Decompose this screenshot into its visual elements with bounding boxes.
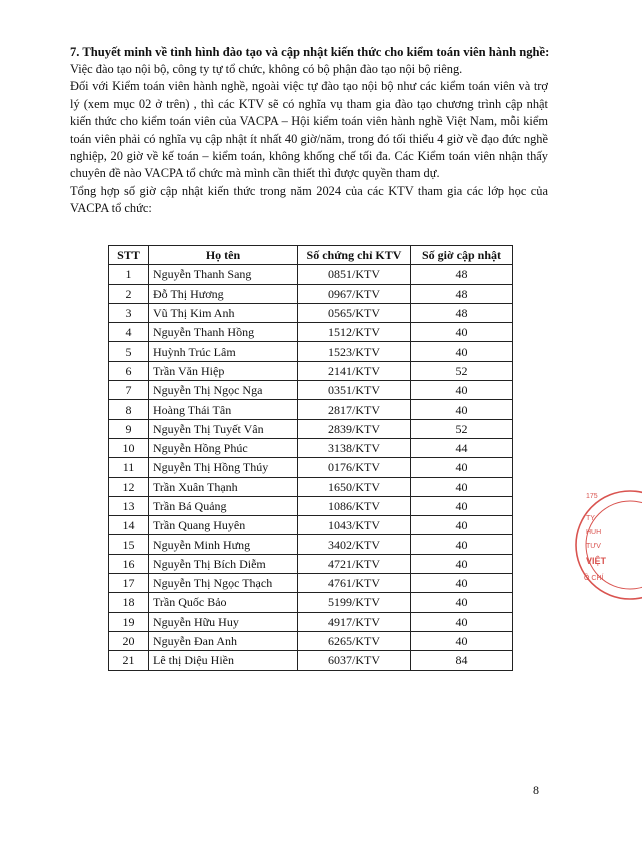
cell-full-name: Hoàng Thái Tân (149, 400, 298, 419)
table-header-row (109, 246, 513, 265)
page-number: 8 (533, 783, 539, 797)
stamp-inner-ring (586, 501, 642, 589)
cell-full-name: Trần Xuân Thạnh (149, 477, 298, 496)
stamp-text-3: HUH (586, 529, 602, 536)
cell-stt: 11 (109, 458, 149, 477)
cell-update-hours: 40 (411, 400, 513, 419)
cell-full-name: Vũ Thị Kim Anh (149, 303, 298, 322)
cell-stt: 13 (109, 496, 149, 515)
cell-certificate-number: 6265/KTV (298, 631, 411, 650)
header-certificate-number: Số chứng chỉ KTV (298, 246, 411, 265)
cell-certificate-number: 0851/KTV (298, 265, 411, 284)
table-row (109, 631, 513, 650)
cell-update-hours: 52 (411, 419, 513, 438)
table-row (109, 535, 513, 554)
table-row (109, 361, 513, 380)
table-row (109, 593, 513, 612)
cell-stt: 9 (109, 419, 149, 438)
cell-full-name: Nguyễn Thị Bích Diễm (149, 554, 298, 573)
table-row (109, 284, 513, 303)
table-row (109, 458, 513, 477)
cell-update-hours: 40 (411, 496, 513, 515)
header-update-hours: Số giờ cập nhật (411, 246, 513, 265)
cell-full-name: Nguyễn Thị Hồng Thúy (149, 458, 298, 477)
cell-update-hours: 40 (411, 458, 513, 477)
cell-update-hours: 40 (411, 477, 513, 496)
table-row (109, 554, 513, 573)
paragraph-vacpa-obligation: Đối với Kiểm toán viên hành nghề, ngoài việc tự đào tạo nội bộ như các kiểm toán viên và trợ lý (xem mục 02 ở trên) , thì các KTV sẽ có nghĩa vụ tham gia đào tạo chương trình cập nhật kiến thức cho kiểm toán viên của VACPA – Hội kiểm toán viên hành nghề Việt Nam, mỗi kiểm toán viên phải có nghĩa vụ cập nhật ít nhất 40 giờ/năm, trong đó tối thiểu 4 giờ về đạo đức nghề nghiệp, 20 giờ về kế toán – kiểm toán, không khống chế tối đa. Các Kiểm toán viên nhận thấy chuyên đề nào VACPA tổ chức mà mình cần thiết thì được quyền tham dự. (70, 79, 548, 181)
cell-full-name: Nguyễn Hữu Huy (149, 612, 298, 631)
section-content (70, 44, 548, 218)
table-row (109, 612, 513, 631)
table-row (109, 265, 513, 284)
stamp-text-1: 175 (586, 493, 598, 500)
table-row (109, 303, 513, 322)
auditor-training-table (108, 245, 513, 671)
cell-certificate-number: 4721/KTV (298, 554, 411, 573)
cell-full-name: Trần Bá Quảng (149, 496, 298, 515)
cell-certificate-number: 2817/KTV (298, 400, 411, 419)
table-row (109, 516, 513, 535)
cell-certificate-number: 6037/KTV (298, 651, 411, 670)
cell-certificate-number: 2141/KTV (298, 361, 411, 380)
cell-stt: 3 (109, 303, 149, 322)
cell-certificate-number: 0176/KTV (298, 458, 411, 477)
cell-full-name: Trần Quốc Bảo (149, 593, 298, 612)
cell-stt: 4 (109, 323, 149, 342)
table-row (109, 342, 513, 361)
table-row (109, 438, 513, 457)
cell-update-hours: 48 (411, 303, 513, 322)
cell-update-hours: 40 (411, 554, 513, 573)
section-heading: 7. Thuyết minh về tình hình đào tạo và cập nhật kiến thức cho kiểm toán viên hành nghề: (70, 45, 550, 59)
table-row (109, 419, 513, 438)
cell-full-name: Nguyễn Đan Anh (149, 631, 298, 650)
cell-update-hours: 40 (411, 516, 513, 535)
cell-full-name: Nguyễn Thị Tuyết Vân (149, 419, 298, 438)
cell-stt: 2 (109, 284, 149, 303)
table-row (109, 400, 513, 419)
cell-stt: 17 (109, 574, 149, 593)
cell-stt: 21 (109, 651, 149, 670)
cell-stt: 18 (109, 593, 149, 612)
cell-certificate-number: 3138/KTV (298, 438, 411, 457)
cell-stt: 5 (109, 342, 149, 361)
cell-full-name: Trần Quang Huyên (149, 516, 298, 535)
cell-update-hours: 40 (411, 612, 513, 631)
stamp-text-5: VIỆT (586, 556, 607, 566)
cell-stt: 19 (109, 612, 149, 631)
cell-certificate-number: 0351/KTV (298, 381, 411, 400)
cell-full-name: Nguyễn Thanh Sang (149, 265, 298, 284)
table-row (109, 496, 513, 515)
cell-stt: 16 (109, 554, 149, 573)
cell-update-hours: 52 (411, 361, 513, 380)
table-row (109, 381, 513, 400)
cell-update-hours: 40 (411, 381, 513, 400)
cell-certificate-number: 1086/KTV (298, 496, 411, 515)
cell-update-hours: 48 (411, 265, 513, 284)
cell-full-name: Huỳnh Trúc Lâm (149, 342, 298, 361)
cell-certificate-number: 3402/KTV (298, 535, 411, 554)
company-seal-stamp (572, 480, 642, 610)
cell-certificate-number: 1043/KTV (298, 516, 411, 535)
cell-stt: 15 (109, 535, 149, 554)
cell-full-name: Lê thị Diệu Hiền (149, 651, 298, 670)
cell-update-hours: 40 (411, 574, 513, 593)
cell-update-hours: 84 (411, 651, 513, 670)
cell-stt: 10 (109, 438, 149, 457)
cell-certificate-number: 1523/KTV (298, 342, 411, 361)
cell-stt: 6 (109, 361, 149, 380)
cell-stt: 12 (109, 477, 149, 496)
cell-full-name: Nguyễn Hồng Phúc (149, 438, 298, 457)
cell-certificate-number: 4761/KTV (298, 574, 411, 593)
cell-update-hours: 40 (411, 342, 513, 361)
cell-certificate-number: 4917/KTV (298, 612, 411, 631)
table-row (109, 651, 513, 670)
table-row (109, 323, 513, 342)
cell-update-hours: 40 (411, 323, 513, 342)
table-row (109, 574, 513, 593)
cell-update-hours: 40 (411, 593, 513, 612)
cell-stt: 20 (109, 631, 149, 650)
cell-certificate-number: 2839/KTV (298, 419, 411, 438)
stamp-text-6: Ồ CHÍ (584, 575, 604, 582)
table-body (109, 265, 513, 670)
cell-full-name: Nguyễn Thanh Hồng (149, 323, 298, 342)
stamp-text-4: TƯV (586, 543, 601, 550)
table-row (109, 477, 513, 496)
cell-update-hours: 44 (411, 438, 513, 457)
cell-stt: 14 (109, 516, 149, 535)
cell-certificate-number: 0565/KTV (298, 303, 411, 322)
cell-update-hours: 48 (411, 284, 513, 303)
cell-update-hours: 40 (411, 631, 513, 650)
cell-certificate-number: 1512/KTV (298, 323, 411, 342)
cell-certificate-number: 0967/KTV (298, 284, 411, 303)
cell-stt: 7 (109, 381, 149, 400)
cell-full-name: Nguyễn Thị Ngọc Thạch (149, 574, 298, 593)
cell-full-name: Đỗ Thị Hương (149, 284, 298, 303)
stamp-text-2: TY (586, 515, 595, 522)
header-full-name: Họ tên (149, 246, 298, 265)
cell-full-name: Nguyễn Minh Hưng (149, 535, 298, 554)
cell-certificate-number: 5199/KTV (298, 593, 411, 612)
cell-full-name: Nguyễn Thị Ngọc Nga (149, 381, 298, 400)
paragraph-internal-training: Việc đào tạo nội bộ, công ty tự tổ chức, không có bộ phận đào tạo nội bộ riêng. (70, 62, 463, 76)
cell-update-hours: 40 (411, 535, 513, 554)
cell-stt: 1 (109, 265, 149, 284)
cell-stt: 8 (109, 400, 149, 419)
header-stt: STT (109, 246, 149, 265)
cell-full-name: Trần Văn Hiệp (149, 361, 298, 380)
stamp-outer-ring (576, 491, 642, 599)
cell-certificate-number: 1650/KTV (298, 477, 411, 496)
paragraph-table-intro: Tổng hợp số giờ cập nhật kiến thức trong năm 2024 của các KTV tham gia các lớp học của VACPA tổ chức: (70, 183, 548, 216)
